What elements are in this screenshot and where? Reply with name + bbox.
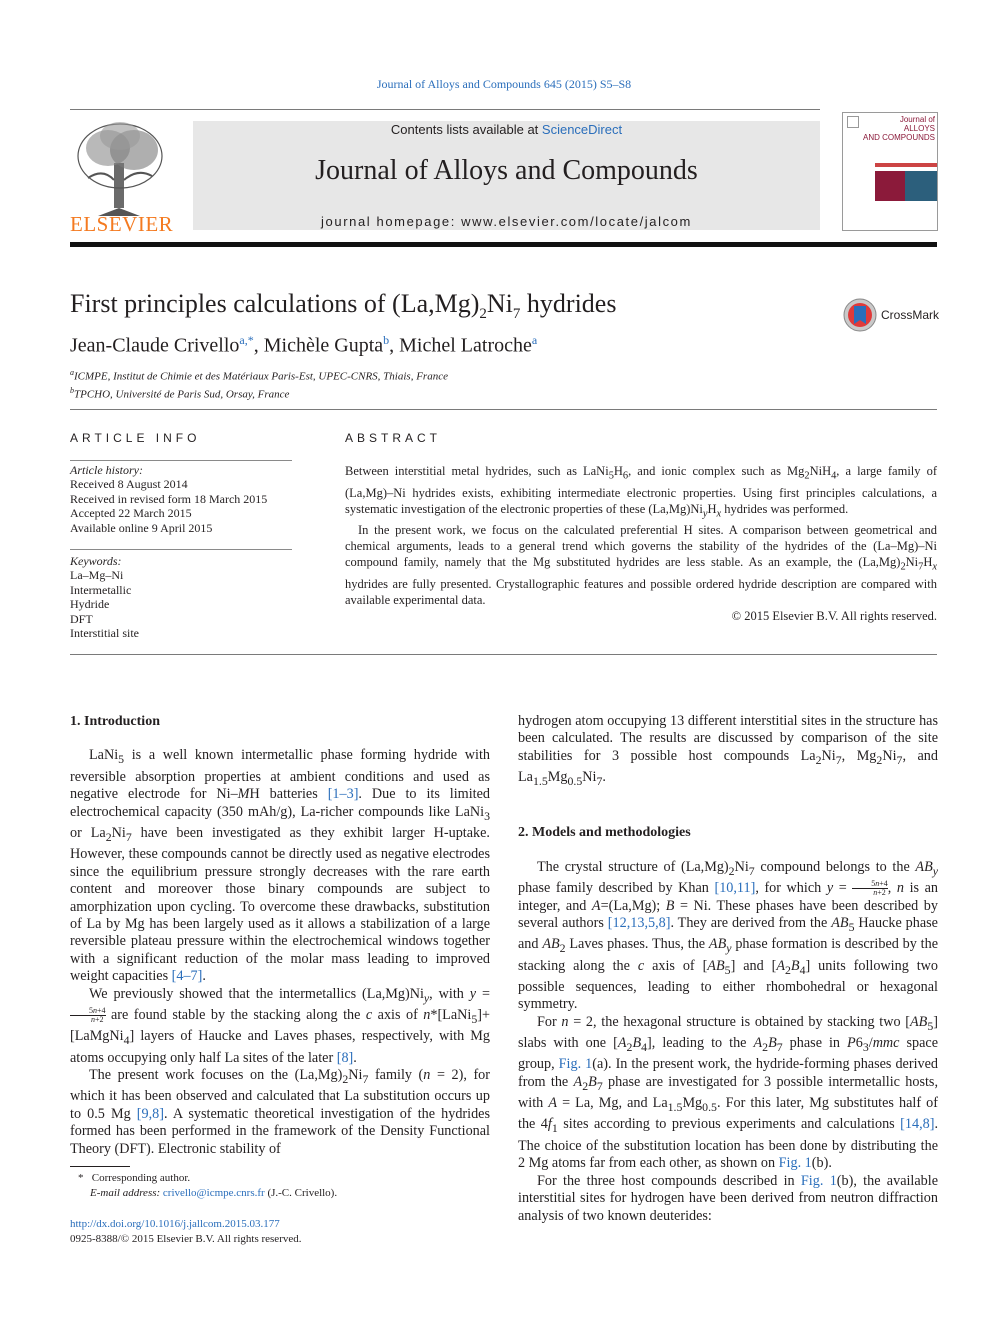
affiliation-text: TPCHO, Université de Paris Sud, Orsay, France	[74, 388, 290, 401]
sciencedirect-link[interactable]: ScienceDirect	[541, 122, 623, 137]
article-title	[70, 289, 616, 323]
title-mid: Ni	[486, 289, 513, 318]
abstract-heading: ABSTRACT	[345, 431, 442, 445]
body-paragraph: hydrogen atom occupying 13 different interstitial sites in the structure has been calculated. The results are discussed by comparison of the site stabilities for 3 possible host compounds $La_2Ni_7$, $Mg_2Ni_7$, and $La_{1.5}Mg_{0.5}Ni_7$.	[518, 713, 938, 789]
elsevier-wordmark: ELSEVIER	[70, 212, 174, 236]
issn-line: 0925-8388/© 2015 Elsevier B.V. All rights reserved.	[70, 1233, 302, 1245]
history-item: Available online 9 April 2015	[70, 520, 213, 535]
title-rule	[70, 409, 937, 410]
email-label: E-mail address:	[90, 1187, 161, 1199]
contents-prefix: Contents lists available at	[390, 122, 542, 137]
body-paragraph: LaNi$_5$ is a well known intermetallic phase forming hydride with reversible absorption properties at ambient conditions and used as negative electrode for Ni–MH batteries [1–3]. Due to its limited electrochemical capacity (350 mAh/g), La-richer compounds like LaNi$_3$ or $La_2Ni_7$ have been investigated as they exhibit larger H-uptake. However, these compounds cannot be directly used as negative electrodes since the equilibrium pressure strongly decreases with the rare earth content and moreover those binary compounds are subject to amorphization upon cycling. To overcome these drawbacks, substitution of La by Mg has been largely used as it allows a stabilization of a large reversible plateau pressure within the electrochemical windows together with a significant reduction of the molar mass leading to improved weight capacities [4–7].	[70, 747, 490, 985]
author-name: Jean-Claude Crivello	[70, 334, 240, 357]
body-left-column	[70, 713, 490, 1158]
doi-block	[70, 1217, 302, 1247]
citation-link[interactable]: Fig. 1	[778, 1155, 812, 1172]
abstract-body	[345, 463, 937, 624]
citation-link[interactable]: [10,11]	[714, 880, 756, 897]
author-name: Michèle Gupta	[263, 334, 384, 357]
top-rule	[70, 109, 820, 110]
header-thick-rule	[70, 242, 937, 247]
history-label: Article history:	[70, 463, 143, 477]
email-link[interactable]: crivello@icmpe.cnrs.fr	[162, 1187, 265, 1199]
cover-title	[847, 113, 935, 142]
affiliations	[70, 366, 448, 401]
section-heading: 2. Models and methodologies	[518, 825, 691, 841]
homepage-url[interactable]: www.elsevier.com/locate/jalcom	[461, 214, 692, 229]
article-info-heading: ARTICLE INFO	[70, 431, 201, 445]
title-sub: 2	[479, 306, 487, 323]
history-item: Accepted 22 March 2015	[70, 506, 192, 521]
body-paragraph: For the three host compounds described in Fig. 1(b), the available interstitial sites for hydrogen have been derived from neutron diffraction analysis of two known deuterides:	[518, 1172, 939, 1224]
abstract-paragraph: In the present work, we focus on the calculated preferential H sites. A comparison between geometrical and chemical arguments, leads to a general trend which governs the stability of the hydrides of the (La–Mg)–Ni compound family, namely that the Mg substituted hydrides are less stable. As an example, the $(La,Mg)_2Ni_7H_x$ hydrides are fully presented. Crystallographic features and possible ordered hydride description are compared with available experimental data.	[345, 523, 937, 607]
email-note	[78, 1186, 337, 1201]
history-item: Received in revised form 18 March 2015	[70, 491, 268, 506]
keyword: DFT	[70, 611, 93, 626]
body-paragraph: The crystal structure of $(La,Mg)_2Ni_7$ compound belongs to the $AB_y$ phase family described by Khan [10,11], for which y = $\frac{5n+4}{n+2}$ , n is an integer, and A=(La,Mg); B = Ni. These phases have been described by several authors [12,13,5,8]. They are derived from the $AB_5$ Haucke phase and $AB_2$ Laves phases. Thus, the $AB_y$ phase formation is described by the stacking along the c axis of $[AB_5]$ and $[A_2B_4]$ units following two possible sequences, leading to either rhombohedral or hexagonal symmetry.	[518, 858, 939, 1013]
affiliation-mark: b	[70, 385, 74, 395]
citation-link[interactable]: [1–3]	[327, 786, 359, 803]
elsevier-logo	[68, 118, 174, 236]
affiliation-mark: a	[70, 368, 74, 377]
section-heading: 1. Introduction	[70, 714, 160, 729]
body-right-column	[518, 713, 938, 1225]
cover-blue-block	[905, 171, 937, 201]
article-info-rule	[70, 460, 292, 461]
body-paragraph: The present work focuses on the $(La,Mg)_2Ni_7$ family (n = 2), for which it has been observed and calculated that La substitution occurs up to 0.5 Mg [9,8]. A systematic theoretical investigation of the hydrides formed has been performed in the framework of the Density Functional Theory (DFT). Electronic stability of	[70, 1067, 490, 1157]
crossmark-badge[interactable]	[843, 298, 943, 334]
affiliation-text: ICMPE, Institut de Chimie et des Matériaux Paris-Est, UPEC-CNRS, Thiais, France	[74, 370, 448, 383]
citation-link[interactable]: Fig. 1	[558, 1056, 593, 1073]
article-info-rule	[70, 549, 292, 550]
citation-link[interactable]: Fig. 1	[800, 1172, 837, 1189]
author-name: Michel Latroche	[399, 334, 532, 357]
cover-stripe	[875, 163, 937, 167]
cover-title-line: ALLOYS	[903, 124, 935, 133]
title-sub: 7	[512, 306, 521, 323]
affiliation	[70, 366, 448, 384]
author-marks[interactable]: b	[383, 333, 390, 347]
abstract-paragraph: Between interstitial metal hydrides, such as $LaNi_5H_6$, and ionic complex such as $Mg_2NiH_4$, a large family of (La,Mg)–Ni hydrides exists, exhibiting intermediate electronic properties. Using first principles calculations, a systematic investigation of the electronic properties of these $(La,Mg)Ni_yH_x$ hydrides was performed.	[345, 464, 937, 519]
author-marks[interactable]: a,*	[239, 333, 254, 347]
abstract-rule	[70, 654, 937, 655]
keywords-label: Keywords:	[70, 554, 122, 568]
author-marks[interactable]: a	[531, 333, 538, 347]
crossmark-label: CrossMark	[881, 308, 940, 322]
footnote-star: *	[78, 1172, 84, 1184]
citation-link[interactable]: [8]	[336, 1049, 354, 1066]
corresponding-note	[78, 1171, 337, 1186]
body-paragraph: For n = 2, the hexagonal structure is obtained by stacking two $[AB_5]$ slabs with one $[A_2B_4]$, leading to the $A_2B_7$ phase in $P6_3$/mmc space group, Fig. 1(a). In the present work, the hydride-forming phases derived from the $A_2B_7$ phase are investigated for 3 possible intermetallic hosts, with A = La, Mg, and $La_{1.5}Mg_{0.5}$. For this later, Mg substitutes half of the $4f_1$ sites according to previous experiments and calculations [14,8]. The choice of the substitution location has been done by distributing the 2 Mg atoms far from each other, as shown on Fig. 1(b).	[518, 1013, 939, 1172]
title-suffix: hydrides	[520, 289, 617, 318]
keyword: La–Mg–Ni	[70, 568, 124, 583]
journal-reference[interactable]: Journal of Alloys and Compounds 645 (2015) S5–S8	[376, 77, 632, 91]
history-item: Received 8 August 2014	[70, 477, 188, 492]
keyword: Interstitial site	[70, 626, 139, 641]
footnote	[78, 1171, 337, 1201]
author-list: Jean-Claude Crivello$^{a,*}$, Michèle Gupta$^b$, Michel Latroche$^a$	[70, 333, 538, 357]
title-prefix: First principles calculations of (La,Mg)	[70, 289, 480, 318]
contents-line	[193, 122, 820, 137]
citation-link[interactable]: [14,8]	[900, 1116, 935, 1133]
doi-link[interactable]: http://dx.doi.org/10.1016/j.jallcom.2015.03.177	[70, 1218, 280, 1230]
keyword: Intermetallic	[70, 582, 132, 597]
homepage-prefix: journal homepage:	[321, 214, 462, 229]
footnote-rule	[70, 1166, 130, 1167]
cover-red-block	[875, 171, 905, 201]
journal-title: Journal of Alloys and Compounds	[315, 155, 698, 186]
citation-link[interactable]: [12,13,5,8]	[607, 915, 671, 932]
body-paragraph: We previously showed that the intermetallics $(La,Mg)Ni_y$, with y = $\frac{5n+4}{n+2}$ are found stable by the stacking along the c axis of n*[LaNi$_5$]+[LaMgNi$_4$] layers of Haucke and Laves phases, respectively, with Mg atoms occupying only half La sites of the later [8].	[70, 985, 490, 1066]
citation-link[interactable]: [9,8]	[136, 1105, 164, 1122]
affiliation	[70, 384, 448, 402]
journal-cover-thumbnail[interactable]	[842, 112, 938, 231]
keyword: Hydride	[70, 597, 110, 612]
crossmark-icon	[843, 298, 879, 334]
journal-homepage	[193, 214, 820, 229]
keywords	[70, 554, 139, 640]
email-suffix: (J.-C. Crivello).	[267, 1187, 338, 1199]
corresponding-label: Corresponding author.	[91, 1172, 191, 1184]
cover-title-line: Journal of	[899, 115, 935, 124]
article-history	[70, 463, 267, 535]
cover-title-line: AND COMPOUNDS	[862, 133, 935, 142]
citation-link[interactable]: [4–7]	[171, 968, 203, 985]
abstract-copyright: © 2015 Elsevier B.V. All rights reserved.	[731, 608, 937, 623]
